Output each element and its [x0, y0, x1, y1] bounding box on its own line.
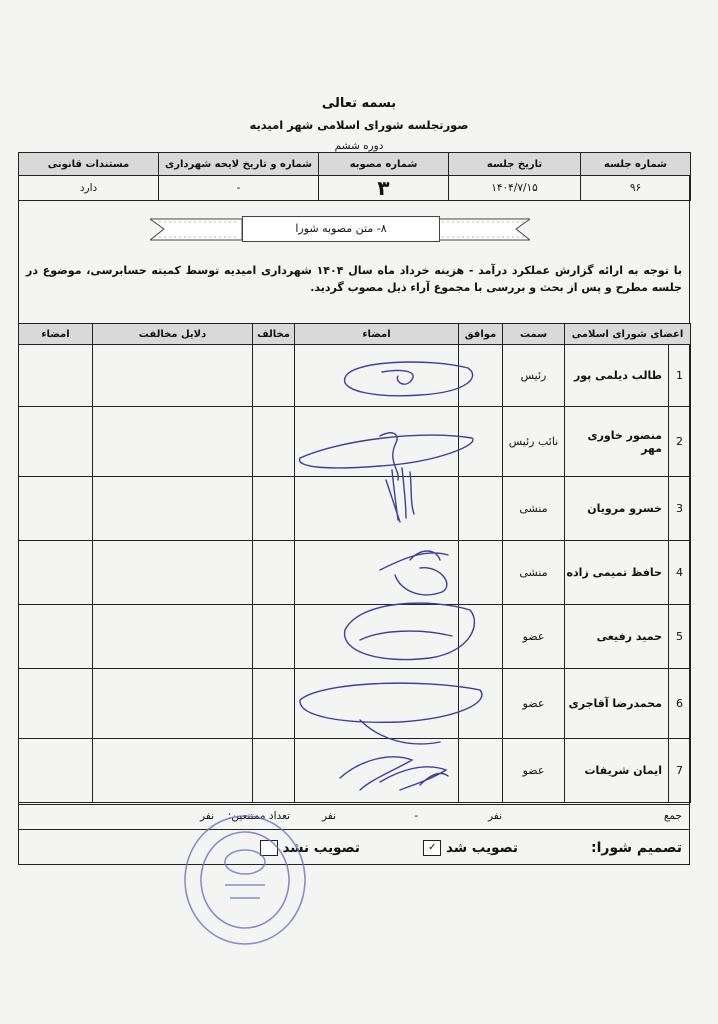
- disagree-cell: [253, 605, 295, 669]
- disagree-cell: [253, 477, 295, 541]
- member-name: محمدرضا آقاجری: [565, 669, 669, 739]
- totals-row: [18, 804, 690, 830]
- member-name: ایمان شریفات: [565, 739, 669, 803]
- decision-label: تصمیم شورا:: [590, 840, 682, 856]
- member-role: رئیس: [503, 345, 565, 407]
- disagree-cell: [253, 541, 295, 605]
- meta-header-row: [19, 153, 691, 176]
- resolution-number: ۳: [319, 176, 449, 201]
- seal-stamp-icon: [180, 810, 310, 950]
- session-number: ۹۶: [581, 176, 691, 201]
- table-row: [19, 541, 691, 605]
- rejected-label: تصویب نشد: [282, 840, 360, 856]
- member-role: عضو: [503, 669, 565, 739]
- member-name: طالب دیلمی پور: [565, 345, 669, 407]
- meta-header-resolution-number: شماره مصوبه: [319, 153, 449, 176]
- disagree-signature-cell: [19, 669, 93, 739]
- signature-cell: [295, 345, 459, 407]
- agree-cell: [459, 669, 503, 739]
- disagree-signature-cell: [19, 345, 93, 407]
- disagree-signature-cell: [19, 407, 93, 477]
- reasons-cell: [93, 407, 253, 477]
- disagree-cell: [253, 669, 295, 739]
- member-role: منشی: [503, 477, 565, 541]
- member-number: 4: [669, 541, 691, 605]
- disagree-signature-cell: [19, 605, 93, 669]
- votes-header-members: اعضای شورای اسلامی: [565, 324, 691, 345]
- member-role: عضو: [503, 605, 565, 669]
- section-banner: [150, 214, 530, 244]
- votes-table: [18, 323, 691, 803]
- votes-header-role: سمت: [503, 324, 565, 345]
- votes-header-disagree-reasons: دلایل مخالفت: [93, 324, 253, 345]
- disagree-cell: [253, 739, 295, 803]
- table-row: [19, 407, 691, 477]
- session-date: ۱۴۰۴/۷/۱۵: [449, 176, 581, 201]
- agree-count-unit: نفر: [487, 810, 502, 822]
- table-row: [19, 605, 691, 669]
- document-title: صورتجلسه شورای اسلامی شهر امیدیه: [249, 118, 469, 132]
- member-role: منشی: [503, 541, 565, 605]
- legal-docs: دارد: [19, 176, 159, 201]
- table-row: [19, 739, 691, 803]
- agree-cell: [459, 407, 503, 477]
- member-role: عضو: [503, 739, 565, 803]
- reasons-cell: [93, 669, 253, 739]
- agree-cell: [459, 541, 503, 605]
- abstain-unit: نفر: [199, 810, 214, 822]
- agree-cell: [459, 739, 503, 803]
- approved-label: تصویب شد: [446, 840, 518, 856]
- signature-cell: [295, 605, 459, 669]
- signature-cell: [295, 669, 459, 739]
- member-number: 3: [669, 477, 691, 541]
- member-name: حافظ تمیمی زاده: [565, 541, 669, 605]
- approved-option: [421, 840, 518, 856]
- agree-cell: [459, 605, 503, 669]
- disagree-count-unit: نفر: [321, 810, 336, 822]
- council-seal: [180, 810, 310, 950]
- votes-header-agree: موافق: [459, 324, 503, 345]
- abstain-label: تعداد ممتنعین:: [227, 810, 290, 822]
- member-number: 2: [669, 407, 691, 477]
- signature-cell: [295, 739, 459, 803]
- reasons-cell: [93, 477, 253, 541]
- votes-header-row: [19, 324, 691, 345]
- meta-value-row: [19, 176, 691, 201]
- section-title: ۸- متن مصوبه شورا: [242, 216, 440, 242]
- approved-checkbox[interactable]: ✓: [423, 840, 441, 856]
- table-row: [19, 669, 691, 739]
- reasons-cell: [93, 739, 253, 803]
- member-name: خسرو مرویان: [565, 477, 669, 541]
- member-name: منصور خاوری مهر: [565, 407, 669, 477]
- agree-cell: [459, 477, 503, 541]
- meta-header-legal-docs: مستندات قانونی: [19, 153, 159, 176]
- reasons-cell: [93, 345, 253, 407]
- disagree-signature-cell: [19, 477, 93, 541]
- reasons-cell: [93, 605, 253, 669]
- agree-cell: [459, 345, 503, 407]
- member-number: 1: [669, 345, 691, 407]
- resolution-text: با توجه به ارائه گزارش عملکرد درآمد - هزینه خرداد ماه سال ۱۴۰۴ شهرداری امیدیه توسط کمیته حسابرسی، موضوع در جلسه مطرح و پس از بحث و بررسی با مجموع آراء ذیل مصوب گردید.: [26, 264, 682, 294]
- reasons-cell: [93, 541, 253, 605]
- meta-table: [18, 152, 691, 201]
- table-row: [19, 477, 691, 541]
- votes-header-disagree: مخالف: [253, 324, 295, 345]
- signature-cell: [295, 477, 459, 541]
- member-number: 6: [669, 669, 691, 739]
- member-role: نائب رئیس: [503, 407, 565, 477]
- signature-cell: [295, 541, 459, 605]
- bismillah: بسمه تعالی: [321, 96, 397, 111]
- council-decision: [18, 832, 690, 866]
- totals-label: جمع: [663, 810, 682, 822]
- member-number: 5: [669, 605, 691, 669]
- member-name: حمید رفیعی: [565, 605, 669, 669]
- disagree-count: -: [414, 810, 418, 822]
- member-number: 7: [669, 739, 691, 803]
- council-term: دوره ششم: [334, 140, 384, 152]
- meta-header-bill-number-date: شماره و تاریخ لایحه شهرداری: [159, 153, 319, 176]
- meta-header-session-number: شماره جلسه: [581, 153, 691, 176]
- votes-header-disagree-signature: امضاء: [19, 324, 93, 345]
- disagree-signature-cell: [19, 739, 93, 803]
- table-row: [19, 345, 691, 407]
- disagree-signature-cell: [19, 541, 93, 605]
- bill-number-date: -: [159, 176, 319, 201]
- signature-cell: [295, 407, 459, 477]
- meta-header-session-date: تاریخ جلسه: [449, 153, 581, 176]
- disagree-cell: [253, 345, 295, 407]
- disagree-cell: [253, 407, 295, 477]
- votes-header-agree-signature: امضاء: [295, 324, 459, 345]
